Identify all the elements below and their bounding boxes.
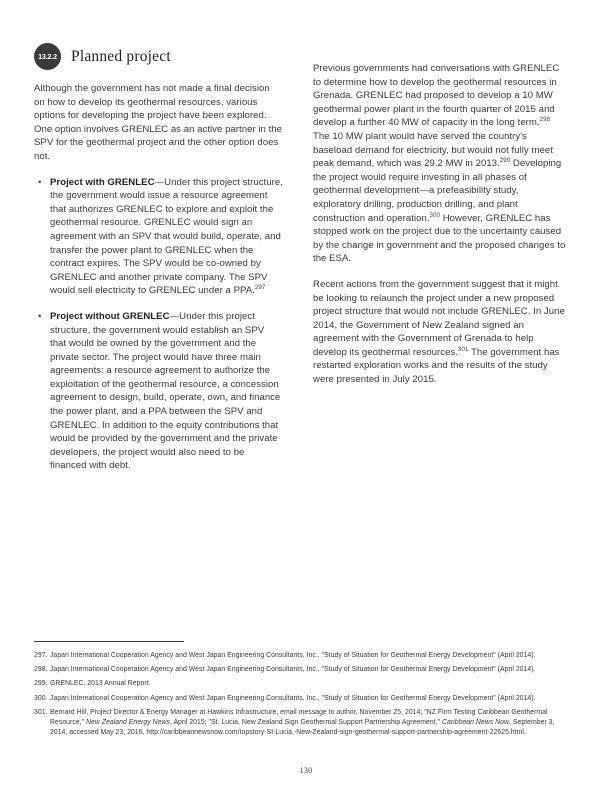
- right-paragraph-1: [313, 62, 566, 266]
- footnote-297: [34, 651, 568, 661]
- list-item: [34, 310, 283, 473]
- footnote-300: [34, 694, 568, 704]
- right-column: [313, 62, 566, 387]
- footnote-298: [34, 665, 568, 675]
- intro-paragraph: Although the government has not made a final decision on how to develop its geothermal resources, various options for developing the project have been explored. One option involves GRENLEC as an active partner in the SPV for the geothermal project and the other option does not.: [34, 83, 283, 162]
- footnote-301: [34, 708, 568, 739]
- bullet-lead: Project with GRENLEC: [50, 176, 155, 188]
- para1-part1: Previous governments had conversations with GRENLEC to determine how to develop the geothermal resources in Grenada. GRENLEC had proposed to develop a 10 MW geothermal power plant in the fourth quarter of 2015 and develop a further 40 MW of capacity in the long term.: [313, 63, 560, 129]
- footnote-ref-301[interactable]: 301: [457, 345, 469, 353]
- footnote-text: GRENLEC, 2013 Annual Report.: [50, 680, 151, 688]
- footnote-number: 299.: [34, 680, 48, 688]
- para2-part1: Recent actions from the government suggest that it might be looking to relaunch the project under a new proposed project structure that would not include GRENLEC. In June 2014, the Government of New Zealand signed an agreement with the Government of Grenada to help develop its geothermal resources.: [313, 278, 565, 358]
- footnote-number: 297.: [34, 652, 48, 659]
- footnote-299: [34, 679, 568, 689]
- footnote-text: Japan International Cooperation Agency and West Japan Engineering Consultants, Inc., "Study of Situation for Geothermal Energy Development" (April 2014).: [50, 652, 536, 659]
- footnote-ref-299[interactable]: 299: [499, 157, 511, 165]
- para1-part3: Developing the project would require investing in all phases of geothermal development—a prefeasibility study, exploratory drilling, production drilling, and plant construction and operation.: [313, 158, 562, 224]
- list-item: [34, 176, 283, 298]
- para1-part4: However, GRENLEC has stopped work on the project due to the uncertainty caused by the change in government and the proposed changes to the ESA.: [313, 212, 566, 265]
- section-heading: [34, 43, 171, 70]
- left-column: [34, 82, 283, 473]
- bullet-body: —Under this project structure, the government would establish an SPV that would be owned by the government and the private sector. The project would have three main agreements: a resource agreement to authorize the exploitation of the geothermal resource, a concession agreement to design, build, operate, own, and finance the power plant, and a PPA between the SPV and GRENLEC. In addition to the equity contributions that would be provided by the government and the private developers, the project would also need to be financed with debt.: [50, 310, 281, 472]
- footnote-number: 300.: [34, 694, 48, 702]
- footnotes-block: [34, 651, 568, 738]
- footnote-number: 301.: [34, 708, 48, 716]
- bullet-body: —Under this project structure, the government would issue a resource agreement that authorizes GRENLEC to explore and exploit the geothermal resource. GRENLEC would sign an agreement with an SPV that would build, operate, and transfer the power plant to GRENLEC when the contract expires. The SPV would be co-owned by GRENLEC and another private company. The SPV would sell electricity to GRENLEC under a PPA.: [50, 176, 283, 297]
- footnote-text: Japan International Cooperation Agency and West Japan Engineering Consultants, Inc., "Study of Situation for Geothermal Energy Development" (April 2014).: [50, 694, 536, 702]
- page-title: Planned project: [71, 47, 171, 65]
- right-paragraph-2: [313, 278, 566, 387]
- footnote-ref-300[interactable]: 300: [429, 211, 441, 219]
- footnote-number: 298.: [34, 666, 48, 674]
- project-options-list: [34, 176, 283, 473]
- para2-part2: The government has restarted exploration works and the results of the study were presented in July 2015.: [313, 346, 560, 386]
- footnote-text: Japan International Cooperation Agency and West Japan Engineering Consultants, Inc., "Study of Situation for Geothermal Energy Development" (April 2014).: [50, 666, 536, 674]
- footnote-ref-298[interactable]: 298: [539, 116, 551, 124]
- footnote-text: Bernard Hill, Project Director & Energy Manager at Hawkins Infrastructure, email message to author, November 25, 2014; "NZ Firm Testing Caribbean Geothermal Resource," New Zealand Energy News, April 2015; "St. Lucia, New Zealand Sign Geothermal Support Partnership Agreement," Caribbean News Now, September 3, 2014, accessed May 23, 2016, http://caribbeannewsnow.com/topstory-St-Lucia,-New-Zealand-sign-geothermal-support-partnership-agreement-22625.html.: [50, 708, 555, 737]
- section-number-badge: 13.2.2: [34, 43, 61, 70]
- page-number: 130: [299, 766, 313, 775]
- bullet-lead: Project without GRENLEC: [50, 310, 170, 322]
- footnote-divider: [34, 641, 184, 642]
- para1-part2: The 10 MW plant would have served the country's baseload demand for electricity, but would not fully meet peak demand, which was 29.2 MW in 2013.: [313, 130, 553, 170]
- footnote-ref-297[interactable]: 297: [254, 284, 266, 292]
